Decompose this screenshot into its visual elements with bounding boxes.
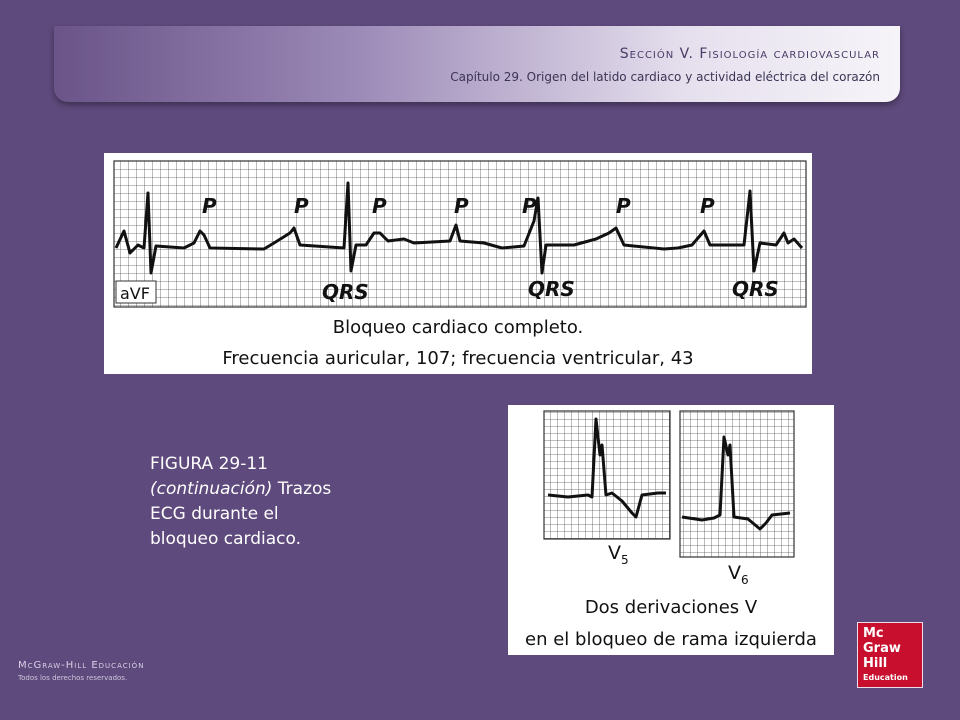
ecg-grid-v5 xyxy=(544,411,670,539)
p-wave-label: P xyxy=(294,194,309,218)
p-wave-label: P xyxy=(202,194,217,218)
caption-continuation: (continuación) xyxy=(150,479,273,499)
ecg-grid-v6 xyxy=(680,411,794,557)
p-wave-label: P xyxy=(616,194,631,218)
ecg-top-title: Bloqueo cardiaco completo. xyxy=(332,317,584,338)
lead-label-v6: $V_6$ xyxy=(728,562,749,587)
p-wave-label: P xyxy=(454,194,469,218)
qrs-label: QRS xyxy=(528,277,575,301)
p-wave-label: P xyxy=(700,194,715,218)
lead-label-v5: $V_5$ xyxy=(608,542,629,567)
qrs-label: QRS xyxy=(322,280,369,304)
footer-brand: McGraw-Hill Educación xyxy=(18,660,145,671)
slide-header xyxy=(54,26,900,102)
mcgraw-hill-logo: Mc Graw Hill Education xyxy=(857,622,923,688)
caption-text-3: bloqueo cardiaco. xyxy=(150,529,301,549)
p-wave-label: P xyxy=(522,194,537,218)
ecg-bottom-line2: en el bloqueo de rama izquierda xyxy=(525,629,817,650)
footer-rights: Todos los derechos reservados. xyxy=(18,674,128,682)
figure-number: FIGURA 29-11 xyxy=(150,454,268,474)
caption-text-2: ECG durante el xyxy=(150,504,279,524)
ecg-complete-block-figure xyxy=(104,153,812,374)
ecg-bottom-line1: Dos derivaciones V xyxy=(584,597,758,618)
ecg-lbbb-figure xyxy=(508,405,834,655)
qrs-label: QRS xyxy=(732,277,779,301)
caption-text-1: Trazos xyxy=(277,479,332,499)
chapter-subtitle: Capítulo 29. Origen del latido cardiaco y actividad eléctrica del corazón xyxy=(450,70,880,84)
figure-caption xyxy=(150,452,380,552)
p-wave-label: P xyxy=(372,194,387,218)
section-title: Sección V. Fisiología cardiovascular xyxy=(619,46,880,62)
ecg-top-subtitle: Frecuencia auricular, 107; frecuencia ventricular, 43 xyxy=(222,348,694,369)
lead-label-avf: aVF xyxy=(120,284,150,303)
